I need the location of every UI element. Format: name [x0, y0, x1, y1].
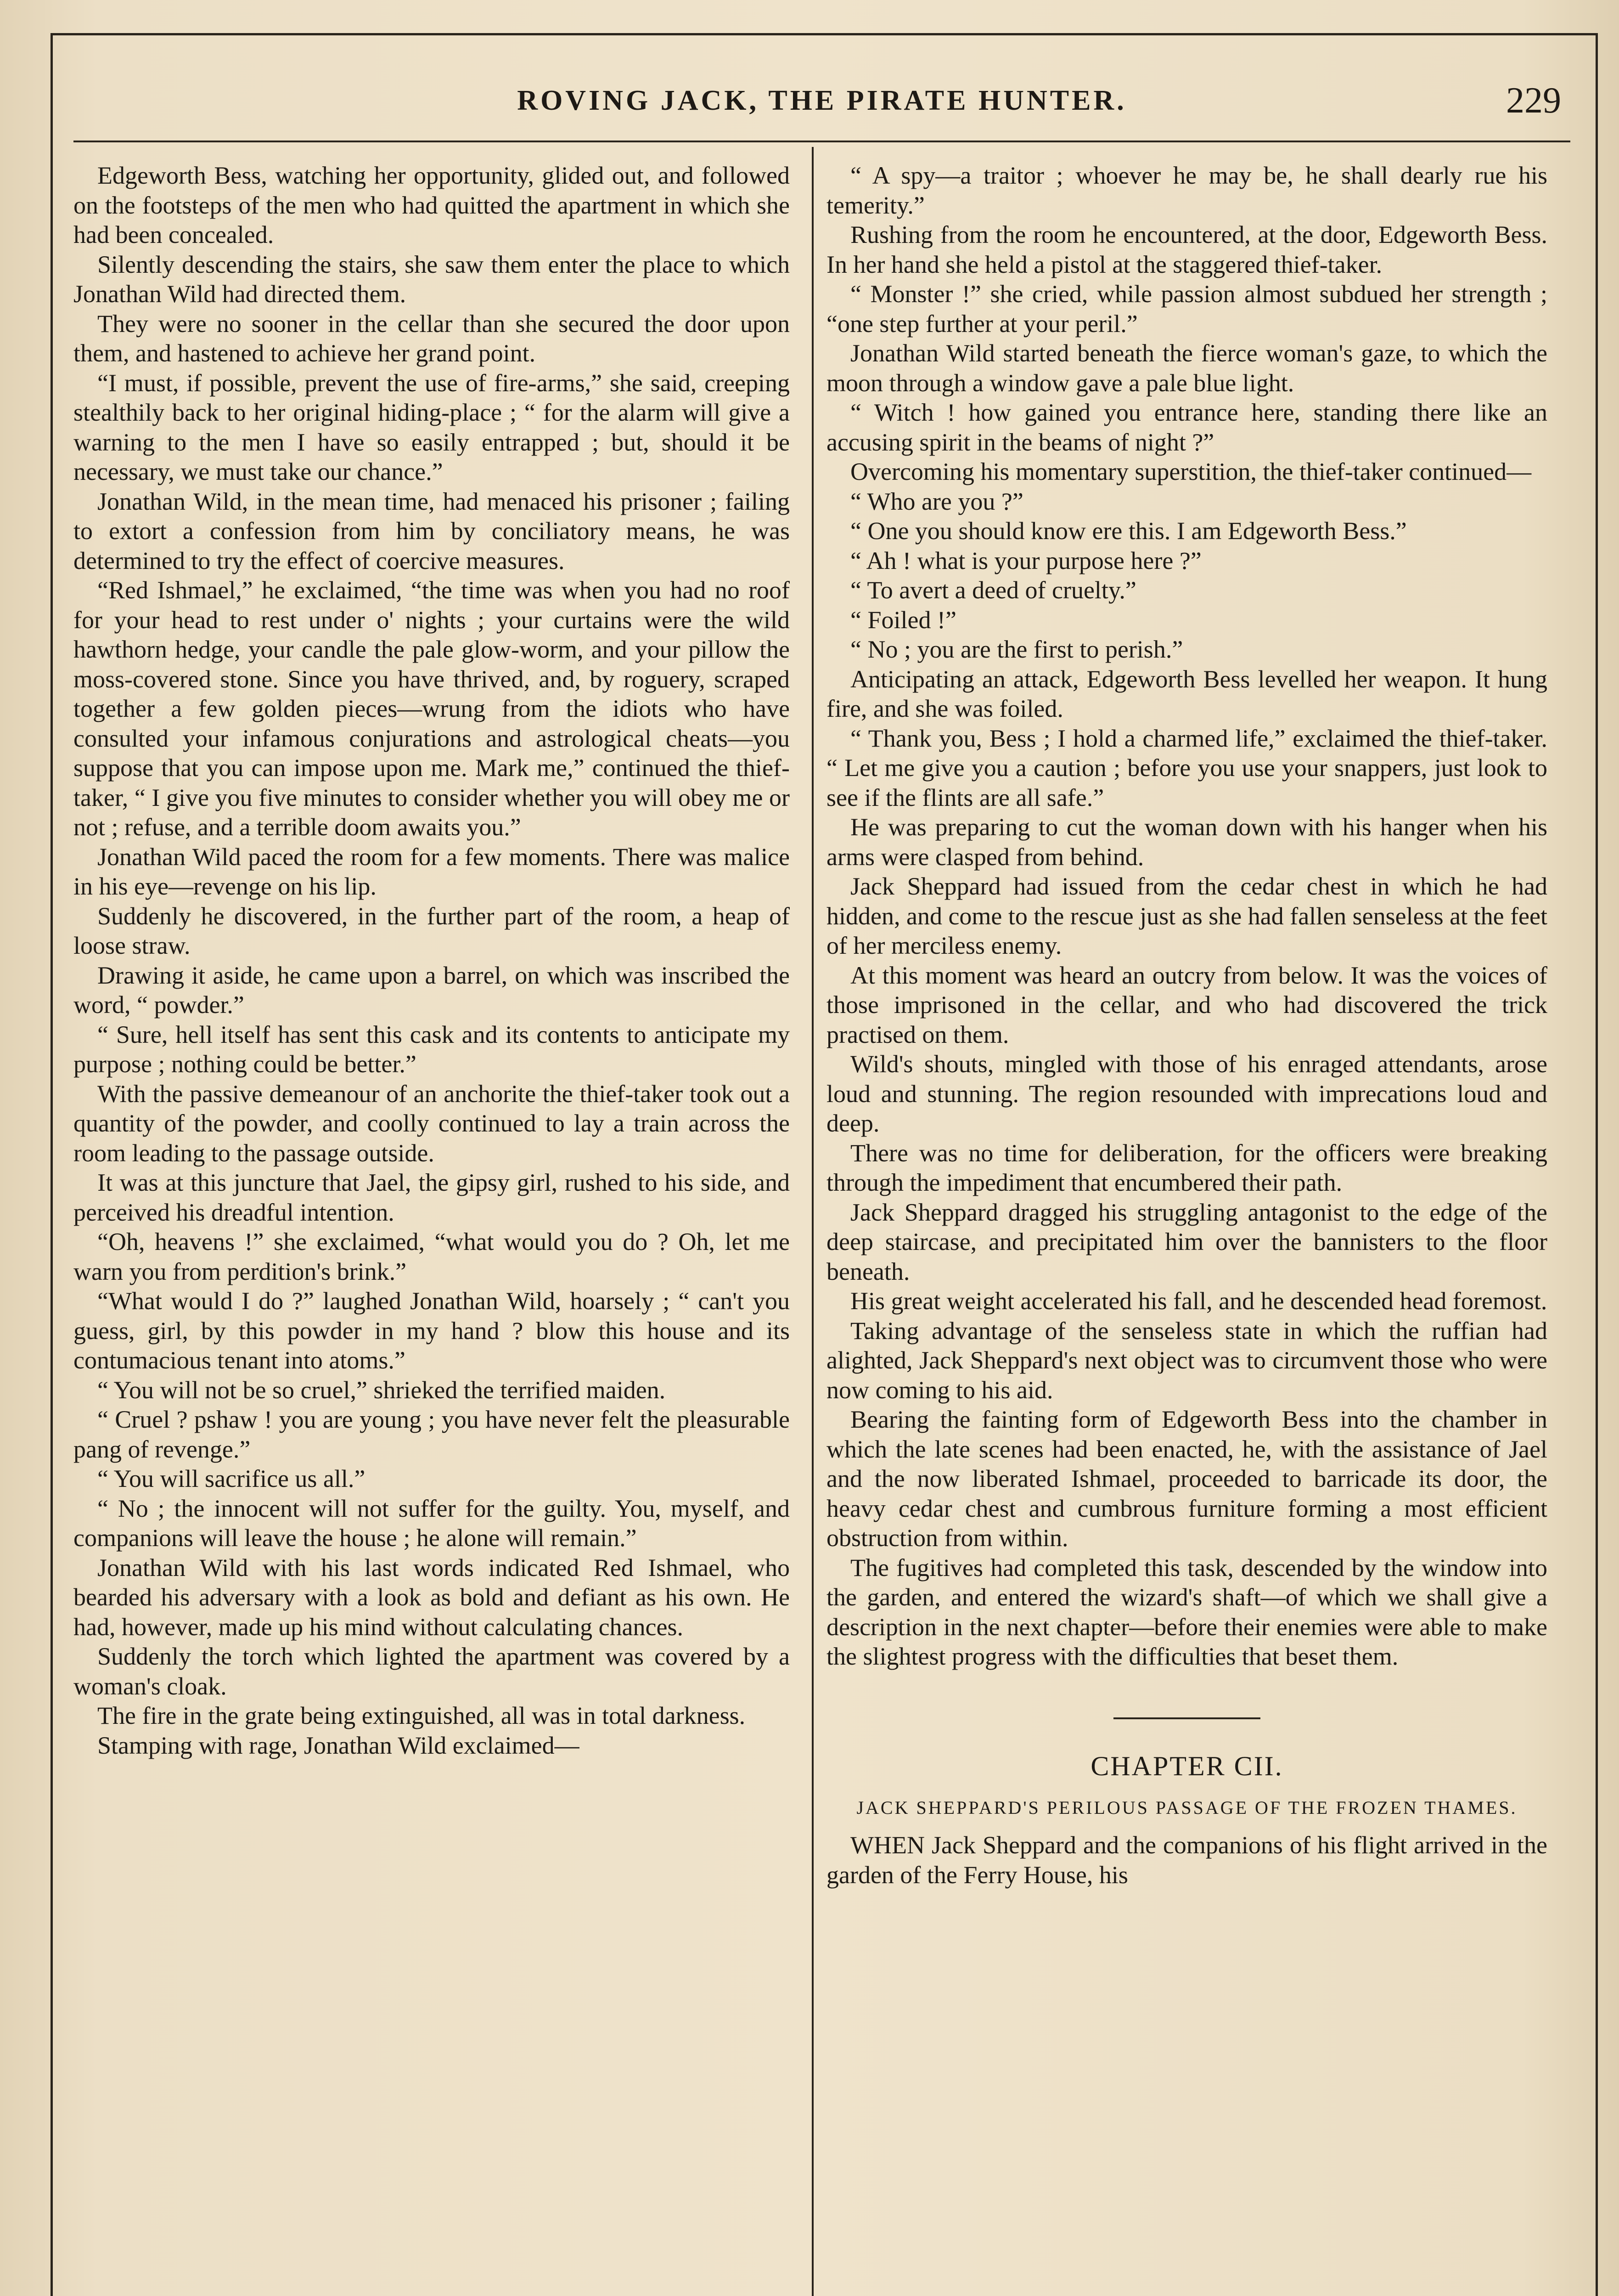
paragraph: “ Foiled !”: [850, 606, 956, 634]
paragraph: Drawing it aside, he came upon a barrel, on which was inscribed the word, “ powder.”: [73, 961, 790, 1019]
paragraph: Jonathan Wild started beneath the fierce woman's gaze, to which the moon through a window gave a pale blue light.: [826, 339, 1547, 397]
paragraph: At this moment was heard an outcry from below. It was the voices of those imprisoned in the cellar, and who had discovered the trick practised on them.: [826, 961, 1547, 1048]
paragraph: “ No ; you are the first to perish.”: [850, 636, 1183, 663]
paragraph: They were no sooner in the cellar than she secured the door upon them, and hastened to achieve her grand point.: [73, 310, 790, 367]
paragraph: It was at this juncture that Jael, the gipsy girl, rushed to his side, and perceived his dreadful intention.: [73, 1169, 790, 1226]
chapter-heading: CHAPTER CII.: [1091, 1750, 1283, 1781]
paragraph: Jonathan Wild, in the mean time, had menaced his prisoner ; failing to extort a confession from him by conciliatory means, he was determined to try the effect of coercive measures.: [73, 487, 790, 574]
paragraph: Edgeworth Bess, watching her opportunity, glided out, and followed on the footsteps of the men who had quitted the apartment in which she had been concealed.: [73, 162, 790, 248]
running-title: ROVING JACK, THE PIRATE HUNTER.: [517, 85, 1127, 116]
paragraph: “ A spy—a traitor ; whoever he may be, he shall dearly rue his temerity.”: [826, 162, 1547, 219]
paragraph: His great weight accelerated his fall, and he descended head foremost.: [850, 1287, 1547, 1315]
paragraph: “I must, if possible, prevent the use of fire-arms,” she said, creeping stealthily back to her original hiding-place ; “ for the alarm will give a warning to the men I have so easily entrapped ; but, should it be necessary, we must take our chance.”: [73, 369, 790, 485]
paragraph: With the passive demeanour of an anchorite the thief-taker took out a quantity of the powder, and coolly continued to lay a train across the room leading to the passage outside.: [73, 1080, 790, 1167]
paragraph: Rushing from the room he encountered, at the door, Edgeworth Bess. In her hand she held a pistol at the staggered thief-taker.: [826, 221, 1547, 278]
paragraph: Wild's shouts, mingled with those of his enraged attendants, arose loud and stunning. The region resounded with imprecations loud and deep.: [826, 1050, 1547, 1137]
paragraph: “ Monster !” she cried, while passion almost subdued her strength ; “one step further at your peril.”: [826, 280, 1547, 338]
paragraph: “ To avert a deed of cruelty.”: [850, 576, 1136, 604]
paragraph: Silently descending the stairs, she saw them enter the place to which Jonathan Wild had directed them.: [73, 250, 790, 308]
page-number: 229: [1506, 80, 1561, 121]
paragraph: “ No ; the innocent will not suffer for the guilty. You, myself, and companions will leave the house ; he alone will remain.”: [73, 1494, 790, 1552]
paragraph: Jack Sheppard dragged his struggling antagonist to the edge of the deep staircase, and precipitated him over the bannisters to the floor beneath.: [826, 1198, 1547, 1285]
paragraph: “ You will sacrifice us all.”: [97, 1465, 365, 1492]
paragraph: Stamping with rage, Jonathan Wild exclaimed—: [97, 1731, 579, 1759]
paragraph: “What would I do ?” laughed Jonathan Wild, hoarsely ; “ can't you guess, girl, by this powder in my hand ? blow this house and its contumacious tenant into atoms.”: [73, 1287, 790, 1374]
page-header: [73, 73, 1570, 142]
column-divider: [812, 147, 814, 2296]
paragraph: Anticipating an attack, Edgeworth Bess levelled her weapon. It hung fire, and she was foiled.: [826, 665, 1547, 722]
paragraph: Jonathan Wild with his last words indicated Red Ishmael, who bearded his adversary with a look as bold and defiant as his own. He had, however, made up his mind without calculating chances.: [73, 1553, 790, 1641]
left-column: [73, 161, 790, 2296]
paragraph: The fire in the grate being extinguished, all was in total darkness.: [97, 1702, 746, 1729]
paragraph: “ Ah ! what is your purpose here ?”: [850, 546, 1202, 574]
paragraph: Bearing the fainting form of Edgeworth Bess into the chamber in which the late scenes had been enacted, he, with the assistance of Jael and the now liberated Ishmael, proceeded to barricade its door, the heavy cedar chest and cumbrous furniture forming a most efficient obstruction from within.: [826, 1406, 1547, 1552]
paragraph: Suddenly the torch which lighted the apartment was covered by a woman's cloak.: [73, 1643, 790, 1700]
paragraph: Taking advantage of the senseless state in which the ruffian had alighted, Jack Sheppard's next object was to circumvent those who were now coming to his aid.: [826, 1317, 1547, 1404]
paragraph: He was preparing to cut the woman down with his hanger when his arms were clasped from behind.: [826, 813, 1547, 871]
paragraph: “ Thank you, Bess ; I hold a charmed life,” exclaimed the thief-taker. “ Let me give you a caution ; before you use your snappers, just look to see if the flints are all safe.”: [826, 724, 1547, 811]
paragraph: Jonathan Wild paced the room for a few moments. There was malice in his eye—revenge on his lip.: [73, 843, 790, 900]
chapter-subtitle: JACK SHEPPARD'S PERILOUS PASSAGE OF THE FROZEN THAMES.: [856, 1797, 1518, 1818]
right-column: [826, 161, 1547, 2296]
paragraph: Overcoming his momentary superstition, the thief-taker continued—: [850, 458, 1532, 485]
paragraph: “ You will not be so cruel,” shrieked the terrified maiden.: [97, 1376, 666, 1404]
paragraph: “ One you should know ere this. I am Edgeworth Bess.”: [850, 517, 1407, 545]
paragraph: The fugitives had completed this task, descended by the window into the garden, and entered the wizard's shaft—of which we shall give a description in the next chapter—before their enemies were able to make the slightest progress with the difficulties that beset them.: [826, 1553, 1547, 1670]
chapter-divider: [1113, 1717, 1260, 1719]
chapter-opening-paragraph: WHEN Jack Sheppard and the companions of his flight arrived in the garden of the Ferry House, his: [826, 1831, 1547, 1889]
paragraph: “Red Ishmael,” he exclaimed, “the time was when you had no roof for your head to rest under o' nights ; your curtains were the wild hawthorn hedge, your candle the pale glow-worm, and your pillow the moss-covered stone. Since you have thrived, and, by roguery, scraped together a few golden pieces—wrung from the idiots who have consulted your infamous conjurations and astrological cheats—you suppose that you can impose upon me. Mark me,” continued the thief-taker, “ I give you five minutes to consider whether you will obey me or not ; refuse, and a terrible doom awaits you.”: [73, 576, 790, 841]
paragraph: “Oh, heavens !” she exclaimed, “what would you do ? Oh, let me warn you from perdition's brink.”: [73, 1228, 790, 1285]
paragraph: “ Who are you ?”: [850, 487, 1023, 515]
paragraph: Jack Sheppard had issued from the cedar chest in which he had hidden, and come to the rescue just as she had fallen senseless at the feet of her merciless enemy.: [826, 872, 1547, 959]
paragraph: “ Cruel ? pshaw ! you are young ; you have never felt the pleasurable pang of revenge.”: [73, 1406, 790, 1463]
paragraph: Suddenly he discovered, in the further part of the room, a heap of loose straw.: [73, 902, 790, 959]
paragraph: “ Witch ! how gained you entrance here, standing there like an accusing spirit in the beams of night ?”: [826, 399, 1547, 456]
paragraph: “ Sure, hell itself has sent this cask and its contents to anticipate my purpose ; nothing could be better.”: [73, 1020, 790, 1078]
paragraph: There was no time for deliberation, for the officers were breaking through the impediment that encumbered their path.: [826, 1139, 1547, 1196]
